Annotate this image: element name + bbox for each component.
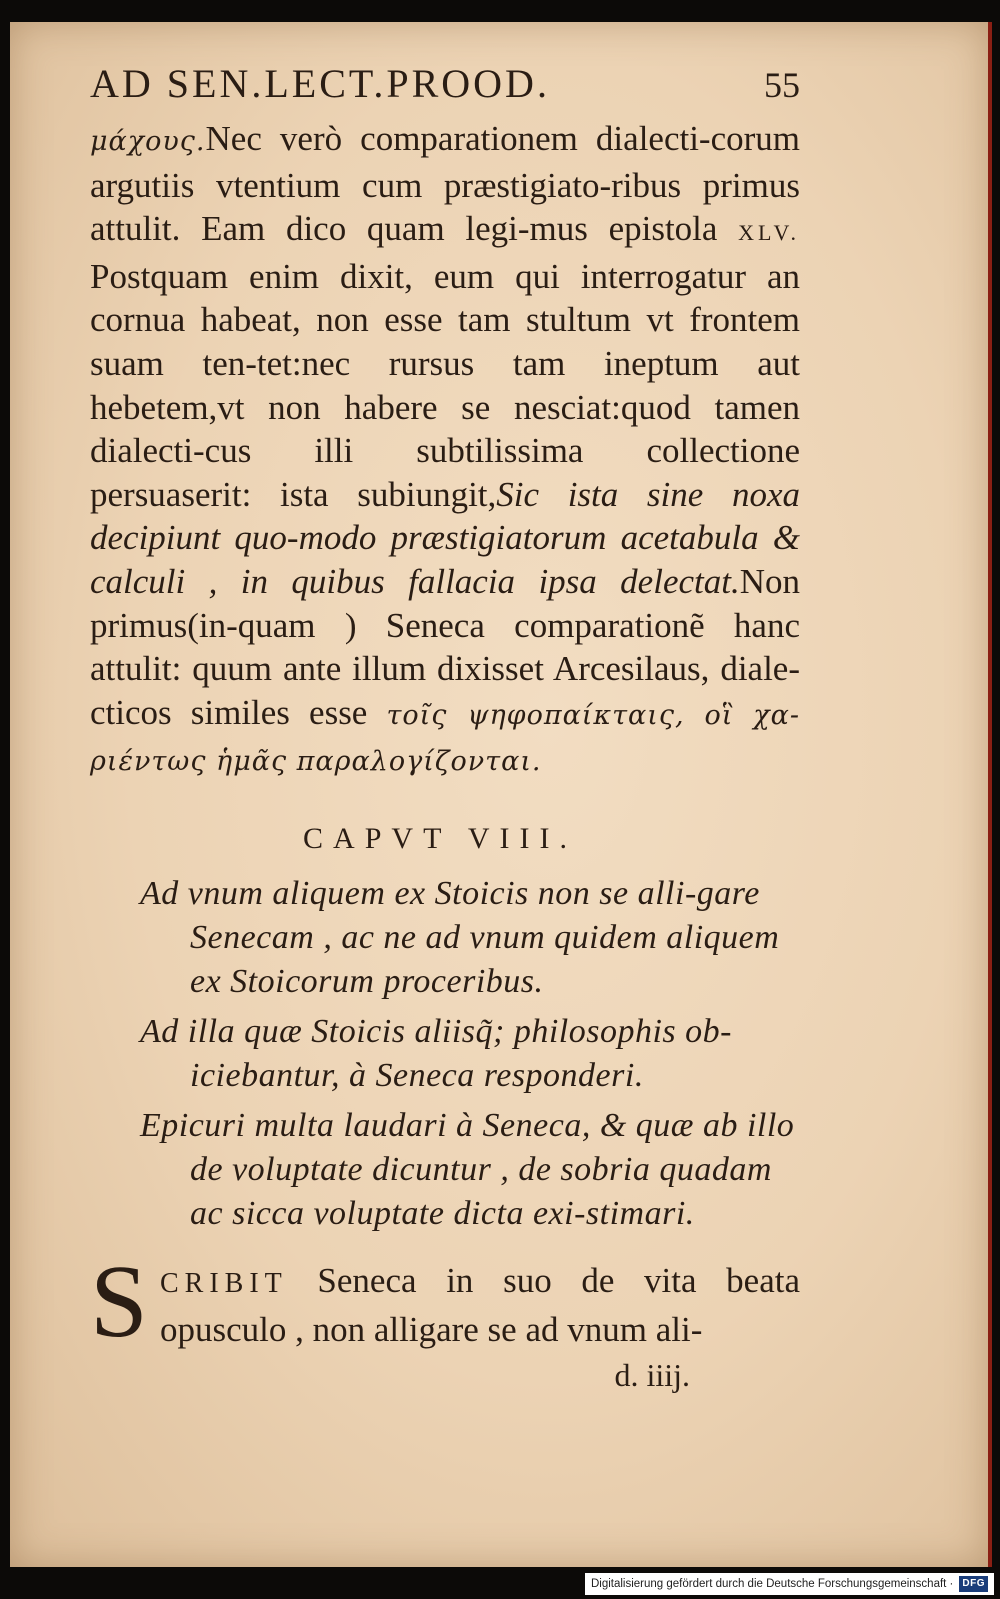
chapter-summary-1: Ad vnum aliquem ex Stoicis non se alli-gare Senecam , ac ne ad vnum quidem aliquem ex Stoicorum proceribus. bbox=[140, 874, 780, 1000]
seneca-quote: Sic ista sine noxa decipiunt quo-modo præstigiatorum acetabula & calculi , in quibus fallacia ipsa delectat. bbox=[90, 474, 800, 601]
main-paragraph bbox=[90, 117, 800, 784]
signature-mark: d. iiij. bbox=[614, 1356, 690, 1393]
digitization-credit bbox=[585, 1573, 994, 1595]
paragraph-text-3: Non primus(in-quam ) Seneca comparationẽ hanc attulit: quum ante illum dixisset Arcesilaus, diale-cticos similes esse bbox=[90, 561, 800, 732]
chapter-summary-3: Epicuri multa laudari à Seneca, & quæ ab illo de voluptate dicuntur , de sobria quadam ac sicca voluptate dicta exi-stimari. bbox=[140, 1106, 795, 1232]
credit-text: Digitalisierung gefördert durch die Deutsche Forschungsgemeinschaft · bbox=[590, 1578, 954, 1590]
running-head bbox=[90, 62, 800, 107]
paragraph-text-1: Nec verò comparationem dialecti-corum argutiis vtentium cum præstigiato-ribus primus attulit. Eam dico quam legi-mus epistola bbox=[90, 119, 800, 249]
book-page bbox=[10, 22, 992, 1567]
page-content bbox=[80, 50, 800, 1394]
greek-fragment-head: μάχους. bbox=[90, 126, 206, 157]
epistle-number: XLV. bbox=[738, 220, 800, 246]
greek-fragment-tail: τοῖς ψηφοπαίκταις, οἳ χα-ριέντως ἡμᾶς παραλογίζονται. bbox=[90, 699, 801, 778]
opening-text: Seneca in suo de vita beata opusculo , non alligare se ad vnum ali- bbox=[160, 1260, 800, 1349]
drop-cap-letter: S bbox=[90, 1243, 148, 1359]
opening-small-caps: CRIBIT bbox=[160, 1267, 288, 1299]
chapter-summary-2: Ad illa quæ Stoicis aliisq̃; philosophis ob-iciebantur, à Seneca responderi. bbox=[140, 1012, 732, 1094]
paragraph-text-2: Postquam enim dixit, eum qui interrogatur an cornua habeat, non esse tam stultum vt frontem suam ten-tet:nec rursus tam ineptum aut hebetem,vt non habere se nesciat:quod tamen dialecti-cus illi subtilissima collectione persuaserit: ista subiungit, bbox=[90, 256, 800, 514]
chapter-opening-paragraph bbox=[90, 1243, 800, 1359]
chapter-heading: CAPVT VIII. bbox=[303, 821, 577, 855]
page-number: 55 bbox=[764, 65, 800, 105]
dfg-logo-icon: DFG bbox=[959, 1576, 988, 1592]
running-title: AD SEN.LECT.PROOD. bbox=[90, 61, 550, 106]
